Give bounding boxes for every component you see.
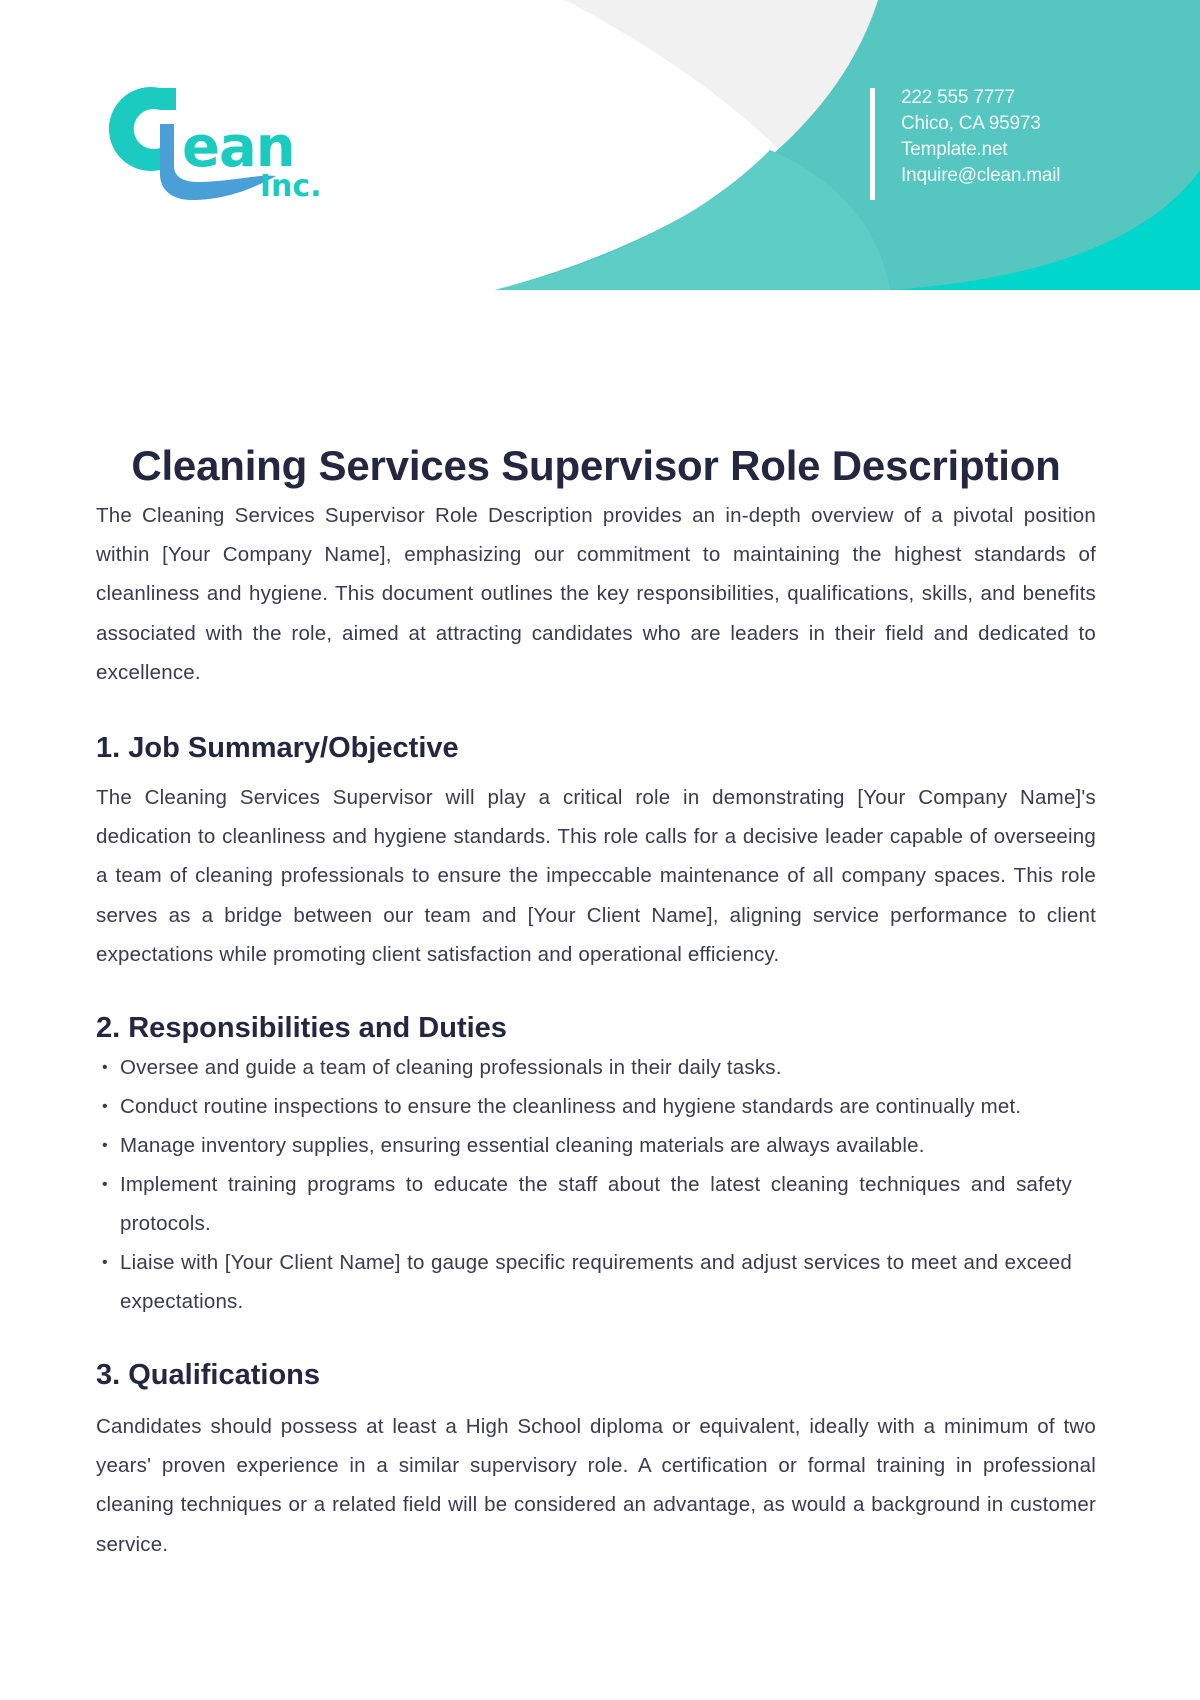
contact-phone: 222 555 7777 — [901, 87, 1015, 108]
clean-inc-logo-icon — [88, 78, 348, 208]
contact-block — [870, 88, 1060, 200]
document-title: Cleaning Services Supervisor Role Description — [131, 442, 1061, 489]
job-summary-paragraph: The Cleaning Services Supervisor will play a critical role in demonstrating [Your Company Name]'s dedication to cleanliness and hygiene standards. This role calls for a decisive leader capable of overseeing a team of cleaning professionals to ensure the impeccable maintenance of all company spaces. This role serves as a bridge between our team and [Your Client Name], aligning service performance to client expectations while promoting client satisfaction and operational efficiency. — [96, 786, 1096, 966]
intro-paragraph: The Cleaning Services Supervisor Role Description provides an in-depth overview of a pivotal position within [Your Company Name], emphasizing our commitment to maintaining the highest standards of cleanliness and hygiene. This document outlines the key responsibilities, qualifications, skills, and benefits associated with the role, aimed at attracting candidates who are leaders in their field and dedicated to excellence. — [96, 504, 1096, 684]
section-heading-job-summary: 1. Job Summary/Objective — [96, 732, 459, 765]
svg-text:ean: ean — [182, 115, 295, 180]
section-heading-responsibilities: 2. Responsibilities and Duties — [96, 1012, 507, 1045]
list-item: • Oversee and guide a team of cleaning professionals in their daily tasks. — [96, 1048, 1096, 1087]
contact-email[interactable]: Inquire@clean.mail — [901, 165, 1061, 186]
list-item: • Implement training programs to educate the staff about the latest cleaning techniques and safety protocols. — [96, 1165, 1096, 1243]
contact-address: Chico, CA 95973 — [901, 113, 1041, 134]
svg-text:Inc.: Inc. — [260, 169, 322, 204]
list-item: • Liaise with [Your Client Name] to gauge specific requirements and adjust services to meet and exceed expectations. — [96, 1243, 1096, 1321]
contact-website[interactable]: Template.net — [901, 139, 1008, 160]
letterhead-header — [0, 0, 1200, 290]
list-item: • Manage inventory supplies, ensuring essential cleaning materials are always available. — [96, 1126, 1096, 1165]
document-body — [96, 438, 1096, 1564]
section-heading-qualifications: 3. Qualifications — [96, 1359, 320, 1392]
company-logo — [88, 78, 348, 208]
responsibilities-list — [96, 1048, 1096, 1321]
qualifications-paragraph: Candidates should possess at least a High School diploma or equivalent, ideally with a minimum of two years' proven experience in a similar supervisory role. A certification or formal training in professional cleaning techniques or a related field will be considered an advantage, as would a background in customer service. — [96, 1415, 1096, 1556]
list-item: • Conduct routine inspections to ensure the cleanliness and hygiene standards are continually met. — [96, 1087, 1096, 1126]
